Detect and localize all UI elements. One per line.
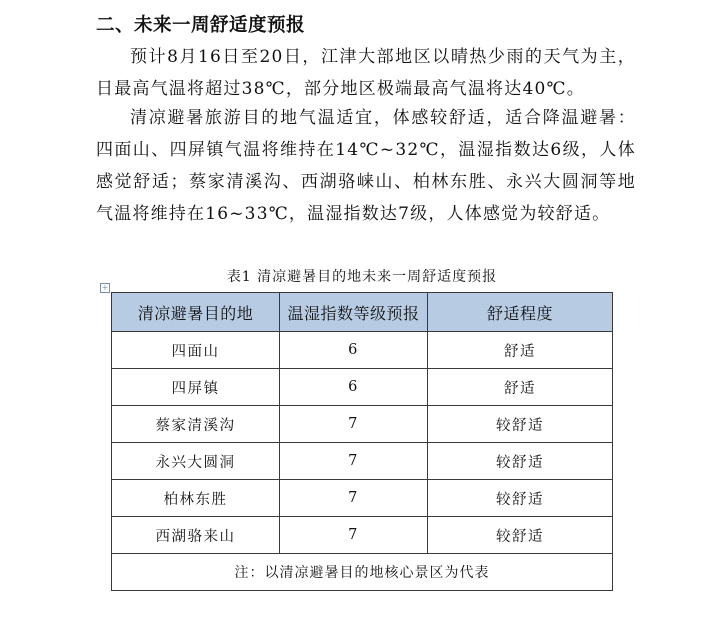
table-row — [112, 443, 613, 480]
header-destination: 清凉避暑目的地 — [112, 293, 280, 332]
cell-comfort: 舒适 — [428, 332, 613, 369]
header-comfort-level: 舒适程度 — [428, 293, 613, 332]
cell-comfort: 较舒适 — [428, 480, 613, 517]
cell-place: 永兴大圆洞 — [112, 443, 280, 480]
cell-index: 7 — [280, 443, 428, 480]
cell-place: 西湖骆来山 — [112, 517, 280, 554]
comfort-forecast-table — [111, 292, 613, 591]
cell-comfort: 较舒适 — [428, 517, 613, 554]
cell-index: 7 — [280, 406, 428, 443]
table-row — [112, 406, 613, 443]
cell-comfort: 较舒适 — [428, 443, 613, 480]
cell-comfort: 舒适 — [428, 369, 613, 406]
table-note: 注：以清凉避暑目的地核心景区为代表 — [112, 554, 613, 591]
table-row — [112, 369, 613, 406]
table-caption: 表1 清凉避暑目的地未来一周舒适度预报 — [226, 269, 498, 285]
table-row — [112, 517, 613, 554]
cell-place: 四面山 — [112, 332, 280, 369]
cell-index: 6 — [280, 369, 428, 406]
table-note-row — [112, 554, 613, 591]
paragraph-forecast: 预计8月16日至20日，江津大部地区以晴热少雨的天气为主，日最高气温将超过38℃，部分地区极端最高气温将达40℃。 — [96, 47, 636, 99]
cell-index: 7 — [280, 480, 428, 517]
header-index-level: 温湿指数等级预报 — [280, 293, 428, 332]
paragraph-comfort: 清凉避暑旅游目的地气温适宜，体感较舒适，适合降温避暑：四面山、四屏镇气温将维持在14℃~32℃，温湿指数达6级，人体感觉舒适；蔡家清溪沟、西湖骆崃山、柏林东胜、永兴大圆洞等地气温将维持在16~33℃，温湿指数达7级，人体感觉为较舒适。 — [96, 108, 636, 224]
cell-place: 四屏镇 — [112, 369, 280, 406]
cell-place: 蔡家清溪沟 — [112, 406, 280, 443]
cell-comfort: 较舒适 — [428, 406, 613, 443]
table-row — [112, 480, 613, 517]
section-heading: 二、未来一周舒适度预报 — [96, 15, 306, 36]
table-header-row — [112, 293, 613, 332]
cell-index: 7 — [280, 517, 428, 554]
cell-place: 柏林东胜 — [112, 480, 280, 517]
move-handle-icon[interactable]: + — [101, 283, 109, 292]
cell-index: 6 — [280, 332, 428, 369]
table-row — [112, 332, 613, 369]
